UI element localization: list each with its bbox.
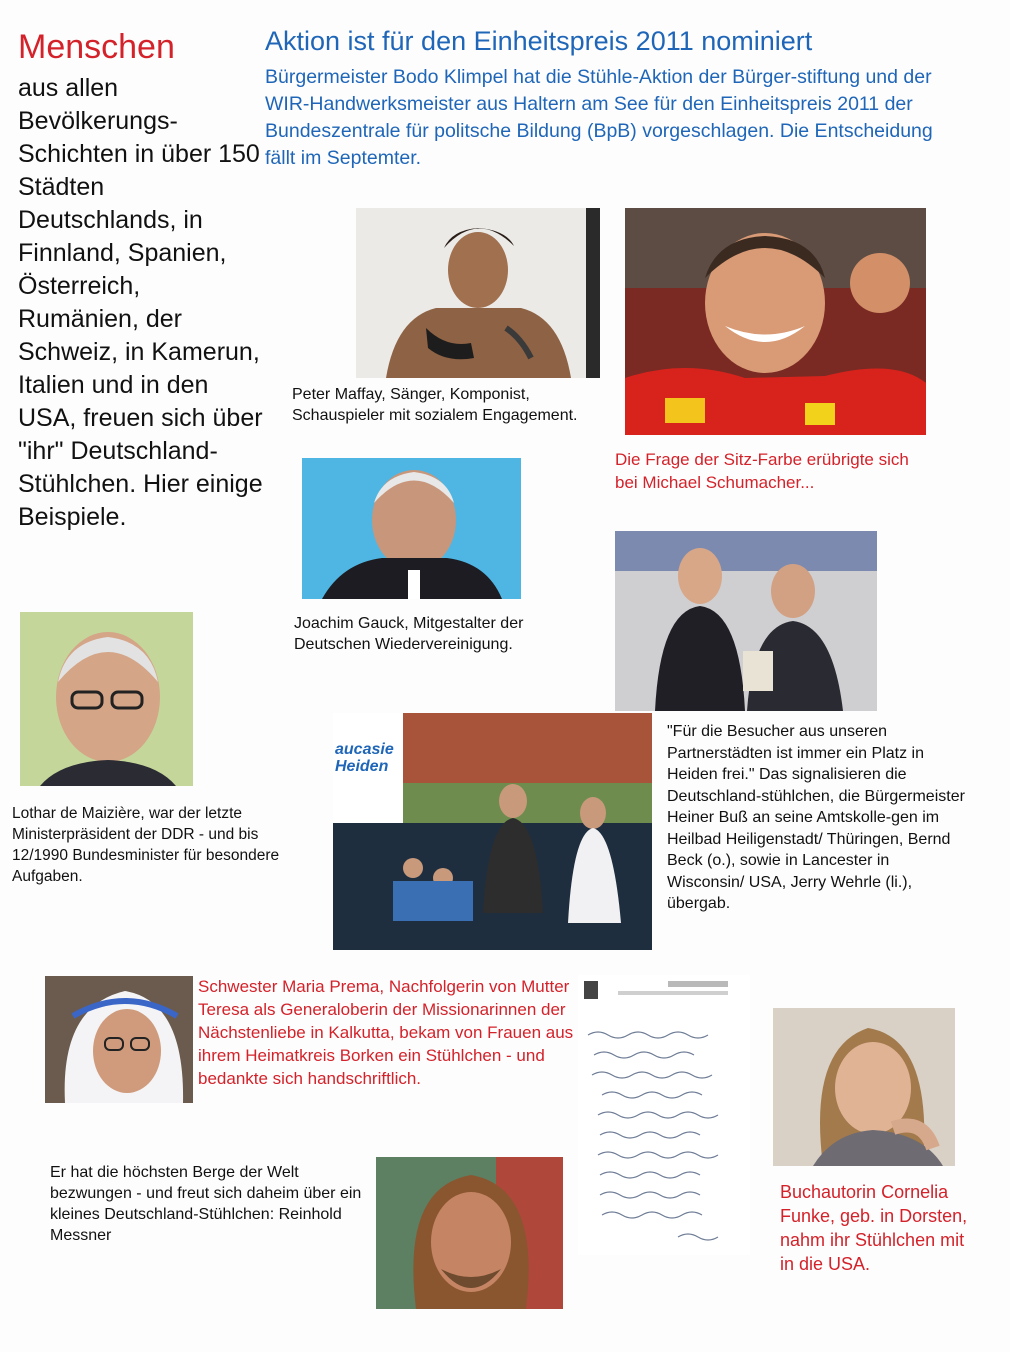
- caption-gauck: Joachim Gauck, Mitgestalter der Deutschen Wiedervereinigung.: [294, 615, 524, 653]
- photo-messner: [376, 1157, 563, 1309]
- photo-funke: [773, 1008, 955, 1166]
- photo-maiziere: [20, 612, 193, 786]
- photo-maffay: [356, 208, 600, 378]
- photo-beck: [615, 531, 877, 711]
- photo-heiden-band: [333, 713, 652, 950]
- caption-maiziere: Lothar de Maizière, war der letzte Ministerpräsident der DDR - und bis 12/1990 Bundesminister für besondere Aufgaben.: [12, 805, 280, 885]
- section-heading: Menschen: [18, 28, 175, 66]
- caption-prema: Schwester Maria Prema, Nachfolgerin von Mutter Teresa als Generaloberin der Missionarinnen der Nächstenliebe in Kalkutta, bekam von Frauen aus ihrem Heimatkreis Borken ein Stühlchen - und bedankte sich handschriftlich.: [198, 977, 574, 1088]
- photo-gauck: [302, 458, 521, 599]
- caption-funke: Buchautorin Cornelia Funke, geb. in Dorsten, nahm ihr Stühlchen mit in die USA.: [780, 1182, 968, 1274]
- headline-intro: Bürgermeister Bodo Klimpel hat die Stühle-Aktion der Bürger-stiftung und der WIR-Handwerksmeister aus Haltern am See für den Einheitspreis 2011 der Bundeszentrale für politsche Bildung (BpB) vorgeschlagen. Die Entscheidung fällt im Septemter.: [265, 66, 933, 169]
- caption-messner: Er hat die höchsten Berge der Welt bezwungen - und freut sich daheim über ein kleines Deutschland-Stühlchen: Reinhold Messner: [50, 1164, 362, 1244]
- caption-maffay: Peter Maffay, Sänger, Komponist, Schauspieler mit sozialem Engagement.: [292, 386, 578, 424]
- caption-schumacher: Die Frage der Sitz-Farbe erübrigte sich bei Michael Schumacher...: [615, 450, 909, 492]
- photo-schumacher: [625, 208, 926, 435]
- photo-prema: [45, 976, 193, 1103]
- caption-heiden: "Für die Besucher aus unseren Partnerstädten ist immer ein Platz in Heiden frei." Das signalisieren die Deutschland-stühlchen, die Bürgermeister Heiner Buß an seine Amtskolle-gen im Heilbad Heiligenstadt/ Thüringen, Bernd Beck (o.), sowie in Lancester in Wisconsin/ USA, Jerry Wehrle (li.), übergab.: [667, 723, 965, 912]
- intro-text: aus allen Bevölkerungs-Schichten in über 150 Städten Deutschlands, in Finnland, Spanien, Österreich, Rumänien, der Schweiz, in Kamerun, Italien und in den USA, freuen sich über "ihr" Deutschland-Stühlchen. Hier einige Beispiele.: [18, 74, 263, 531]
- handwritten-letter: [578, 975, 750, 1255]
- page-headline: Aktion ist für den Einheitspreis 2011 nominiert: [265, 26, 813, 56]
- banner-text: aucasie Heiden: [335, 741, 394, 775]
